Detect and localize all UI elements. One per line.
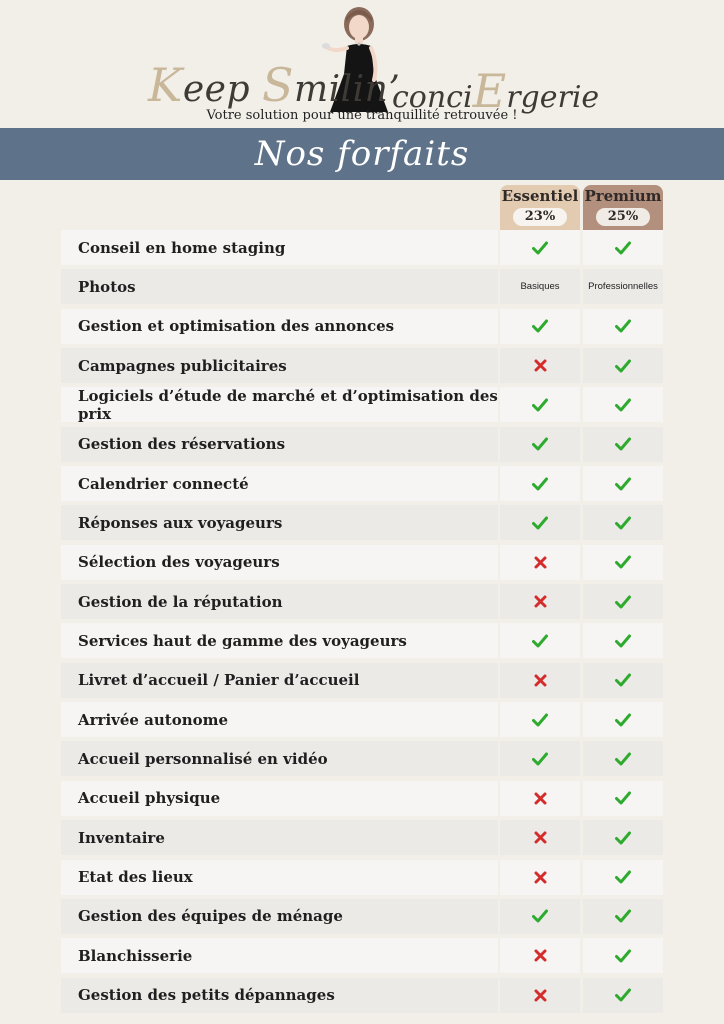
table-row (61, 348, 663, 383)
plan-percent: 25% (596, 208, 650, 226)
table-row (61, 663, 663, 698)
feature-label: Blanchisserie (61, 938, 498, 973)
value-cell-essentiel (500, 545, 580, 580)
feature-label: Calendrier connecté (61, 466, 498, 501)
feature-label: Etat des lieux (61, 860, 498, 895)
cross-icon (534, 359, 547, 372)
check-icon (615, 752, 631, 766)
value-cell-essentiel (500, 269, 580, 304)
check-icon (532, 319, 548, 333)
value-cell-essentiel (500, 230, 580, 265)
plan-name: Essentiel (501, 187, 579, 205)
table-row (61, 269, 663, 304)
table-row (61, 702, 663, 737)
value-cell-premium (583, 978, 663, 1013)
value-text: Professionnelles (588, 281, 658, 293)
brand-tagline: Votre solution pour une tranquillité retrouvée ! (206, 108, 518, 123)
check-icon (615, 477, 631, 491)
feature-label: Livret d’accueil / Panier d’accueil (61, 663, 498, 698)
check-icon (615, 634, 631, 648)
plan-header-essentiel (500, 185, 580, 231)
value-cell-essentiel (500, 820, 580, 855)
feature-label: Logiciels d’étude de marché et d’optimisation des prix (61, 387, 498, 422)
check-icon (532, 477, 548, 491)
table-row (61, 623, 663, 658)
cross-icon (534, 556, 547, 569)
cross-icon (534, 792, 547, 805)
feature-label: Conseil en home staging (61, 230, 498, 265)
feature-label: Photos (61, 269, 498, 304)
brand-header (0, 0, 724, 128)
value-cell-essentiel (500, 978, 580, 1013)
check-icon (615, 988, 631, 1002)
value-cell-essentiel (500, 505, 580, 540)
value-cell-essentiel (500, 584, 580, 619)
check-icon (615, 791, 631, 805)
check-icon (615, 241, 631, 255)
feature-label: Inventaire (61, 820, 498, 855)
table-row (61, 427, 663, 462)
check-icon (615, 437, 631, 451)
value-cell-premium (583, 309, 663, 344)
value-cell-premium (583, 427, 663, 462)
value-cell-essentiel (500, 466, 580, 501)
check-icon (532, 516, 548, 530)
value-cell-essentiel (500, 309, 580, 344)
check-icon (615, 398, 631, 412)
value-cell-premium (583, 899, 663, 934)
feature-label: Accueil personnalisé en vidéo (61, 741, 498, 776)
check-icon (532, 241, 548, 255)
table-row (61, 781, 663, 816)
feature-label: Arrivée autonome (61, 702, 498, 737)
value-cell-premium (583, 860, 663, 895)
table-row (61, 820, 663, 855)
value-cell-premium (583, 741, 663, 776)
check-icon (615, 673, 631, 687)
table-row (61, 938, 663, 973)
value-cell-essentiel (500, 427, 580, 462)
check-icon (532, 437, 548, 451)
value-cell-essentiel (500, 938, 580, 973)
cross-icon (534, 595, 547, 608)
value-cell-premium (583, 230, 663, 265)
value-cell-premium (583, 505, 663, 540)
value-cell-premium (583, 702, 663, 737)
brand-name-right: conciErgerie (392, 64, 600, 118)
cross-icon (534, 989, 547, 1002)
value-cell-premium (583, 545, 663, 580)
feature-label: Sélection des voyageurs (61, 545, 498, 580)
cross-icon (534, 949, 547, 962)
value-cell-premium (583, 781, 663, 816)
check-icon (615, 319, 631, 333)
plan-header-premium (583, 185, 663, 231)
check-icon (532, 634, 548, 648)
cross-icon (534, 871, 547, 884)
check-icon (615, 831, 631, 845)
check-icon (615, 359, 631, 373)
table-row (61, 545, 663, 580)
table-row (61, 309, 663, 344)
plan-percent: 23% (513, 208, 567, 226)
feature-label: Gestion des petits dépannages (61, 978, 498, 1013)
table-row (61, 387, 663, 422)
value-cell-premium (583, 387, 663, 422)
cross-icon (534, 831, 547, 844)
page-title: Nos forfaits (254, 134, 470, 174)
check-icon (532, 752, 548, 766)
table-row (61, 466, 663, 501)
feature-label: Réponses aux voyageurs (61, 505, 498, 540)
check-icon (615, 555, 631, 569)
check-icon (532, 398, 548, 412)
value-cell-essentiel (500, 899, 580, 934)
table-row (61, 505, 663, 540)
value-cell-essentiel (500, 702, 580, 737)
brand-name-left: Keep Smilin’ (148, 58, 401, 112)
value-cell-premium (583, 623, 663, 658)
table-row (61, 230, 663, 265)
feature-label: Services haut de gamme des voyageurs (61, 623, 498, 658)
table-row (61, 899, 663, 934)
value-cell-premium (583, 938, 663, 973)
check-icon (532, 909, 548, 923)
check-icon (615, 909, 631, 923)
value-cell-essentiel (500, 348, 580, 383)
table-row (61, 978, 663, 1013)
check-icon (615, 870, 631, 884)
value-cell-essentiel (500, 623, 580, 658)
features-table (61, 230, 663, 1017)
feature-label: Gestion et optimisation des annonces (61, 309, 498, 344)
feature-label: Campagnes publicitaires (61, 348, 498, 383)
plan-name: Premium (584, 187, 662, 205)
feature-label: Gestion de la réputation (61, 584, 498, 619)
cross-icon (534, 674, 547, 687)
value-cell-essentiel (500, 860, 580, 895)
value-cell-premium (583, 269, 663, 304)
feature-label: Gestion des réservations (61, 427, 498, 462)
table-row (61, 584, 663, 619)
value-cell-premium (583, 663, 663, 698)
value-cell-premium (583, 348, 663, 383)
feature-label: Gestion des équipes de ménage (61, 899, 498, 934)
check-icon (615, 949, 631, 963)
check-icon (532, 713, 548, 727)
value-cell-essentiel (500, 663, 580, 698)
feature-label: Accueil physique (61, 781, 498, 816)
value-text: Basiques (520, 281, 560, 293)
check-icon (615, 713, 631, 727)
value-cell-essentiel (500, 741, 580, 776)
value-cell-essentiel (500, 781, 580, 816)
check-icon (615, 595, 631, 609)
value-cell-premium (583, 584, 663, 619)
value-cell-essentiel (500, 387, 580, 422)
value-cell-premium (583, 820, 663, 855)
table-row (61, 741, 663, 776)
table-row (61, 860, 663, 895)
value-cell-premium (583, 466, 663, 501)
check-icon (615, 516, 631, 530)
